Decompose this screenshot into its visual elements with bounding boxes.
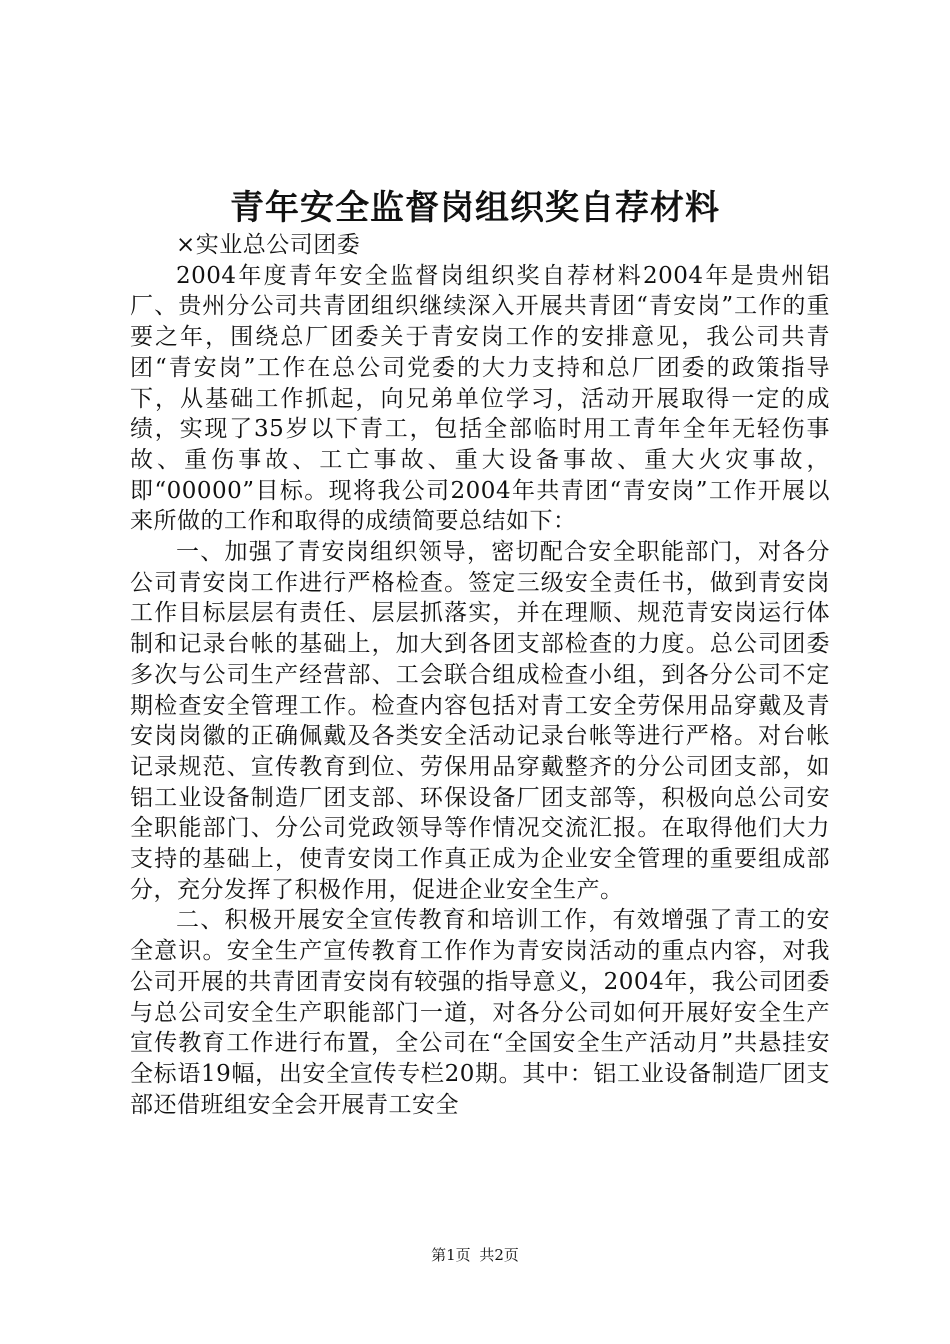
paragraph-section-1: 一、加强了青安岗组织领导，密切配合安全职能部门，对各分公司青安岗工作进行严格检查。签定三级安全责任书，做到青安岗工作目标层层有责任、层层抓落实，并在理顺、规范青安岗运行体制和记录台帐的基础上，加大到各团支部检查的力度。总公司团委多次与公司生产经营部、工会联合组成检查小组，到各分公司不定期检查安全管理工作。检查内容包括对青工安全劳保用品穿戴及青安岗岗徽的正确佩戴及各类安全活动记录台帐等进行严格。对台帐记录规范、宣传教育到位、劳保用品穿戴整齐的分公司团支部，如铝工业设备制造厂团支部、环保设备厂团支部等，积极向总公司安全职能部门、分公司党政领导等作情况交流汇报。在取得他们大力支持的基础上，使青安岗工作真正成为企业安全管理的重要组成部分，充分发挥了积极作用，促进企业安全生产。 [130,539,830,903]
page-footer [0,1244,950,1266]
document-title: 青年安全监督岗组织奖自荐材料 [230,188,720,228]
author-line: ×实业总公司团委 [176,232,361,258]
document-body [130,230,830,1120]
paragraph-section-2: 二、积极开展安全宣传教育和培训工作，有效增强了青工的安全意识。安全生产宣传教育工作作为青安岗活动的重点内容，对我公司开展的共青团青安岗有较强的指导意义，2004年，我公司团委与总公司安全生产职能部门一道，对各分公司如何开展好安全生产宣传教育工作进行布置，全公司在“全国安全生产活动月”共悬挂安全标语19幅，出安全宣传专栏20期。其中：铝工业设备制造厂团支部还借班组安全会开展青工安全 [130,907,830,1118]
page-number: 第1页 [431,1246,471,1264]
paragraph-intro: 2004年度青年安全监督岗组织奖自荐材料2004年是贵州铝厂、贵州分公司共青团组织继续深入开展共青团“青安岗”工作的重要之年，围绕总厂团委关于青安岗工作的安排意见，我公司共青团“青安岗”工作在总公司党委的大力支持和总厂团委的政策指导下，从基础工作抓起，向兄弟单位学习，活动开展取得一定的成绩，实现了35岁以下青工，包括全部临时用工青年全年无轻伤事故、重伤事故、工亡事故、重大设备事故、重大火灾事故，即“00000”目标。现将我公司2004年共青团“青安岗”工作开展以来所做的工作和取得的成绩简要总结如下： [130,262,830,535]
page-total: 共2页 [479,1246,519,1264]
